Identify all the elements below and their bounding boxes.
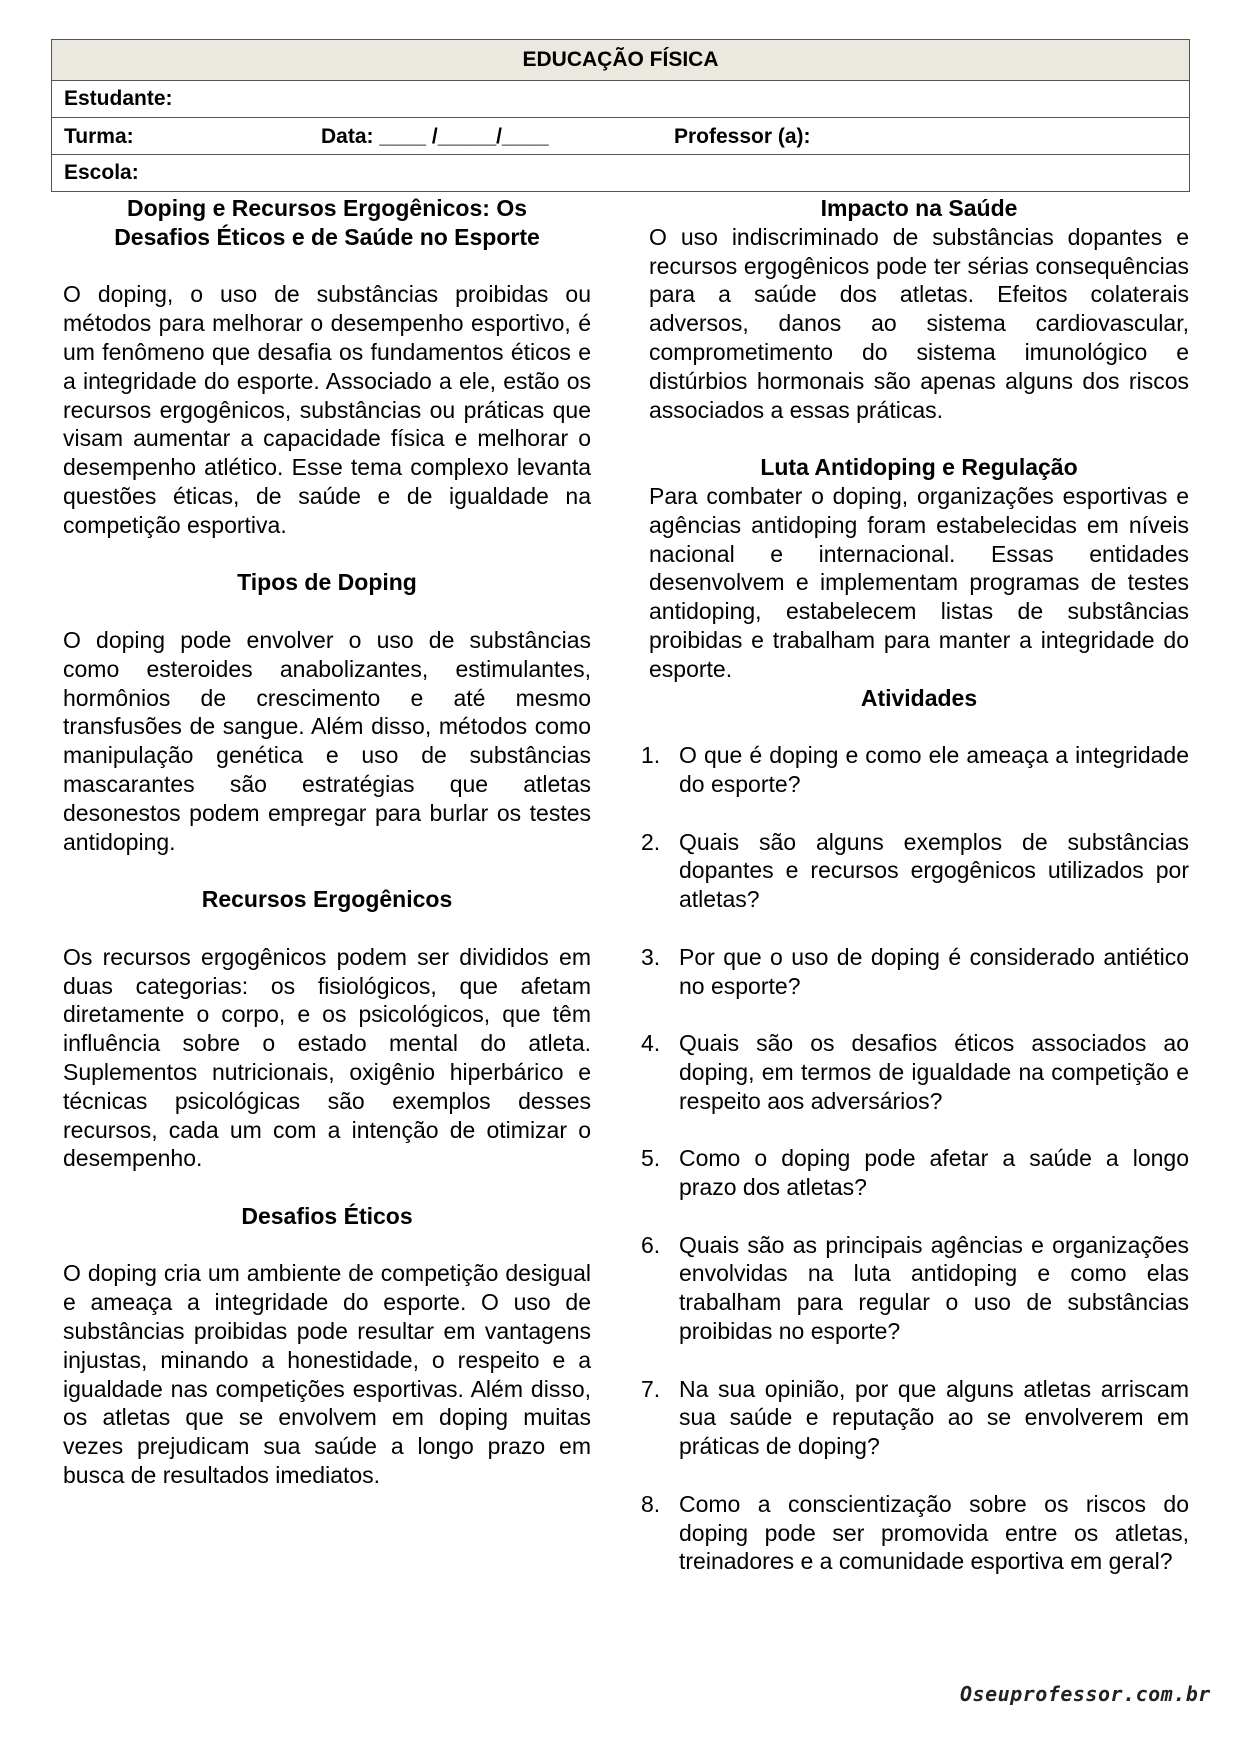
question-item — [641, 943, 1189, 1001]
question-number: 3. — [641, 943, 661, 970]
ethics-paragraph: O doping cria um ambiente de competição desigual e ameaça a integridade do esporte. O uso de substâncias proibidas pode resultar em vantagens injustas, minando a honestidade, o respeito e a igualdade nas competições esportivas. Além disso, os atletas que se envolvem em doping muitas vezes prejudicam sua saúde a longo prazo em busca de resultados imediatos. — [63, 1260, 591, 1489]
types-heading: Tipos de Doping — [237, 569, 417, 596]
subject-title: EDUCAÇÃO FÍSICA — [52, 40, 1189, 80]
question-item — [641, 1490, 1189, 1576]
question-text: Como a conscientização sobre os riscos do doping pode ser promovida entre os atletas, treinadores e a comunidade esportiva em geral? — [679, 1490, 1189, 1575]
question-item — [641, 1375, 1189, 1461]
teacher-field: Professor (a): — [674, 125, 811, 148]
question-text: Como o doping pode afetar a saúde a longo prazo dos atletas? — [679, 1145, 1189, 1201]
main-title-line1: Doping e Recursos Ergogênicos: Os — [126, 195, 528, 221]
ergo-paragraph: Os recursos ergogênicos podem ser divididos em duas categorias: os fisiológicos, que afetam diretamente o corpo, e os psicológicos, que têm influência sobre o estado mental do atleta. Suplementos nutricionais, oxigênio hiperbárico e técnicas psicológicas são exemplos desses recursos, cada um com a intenção de otimizar o desempenho. — [63, 943, 591, 1172]
question-number: 8. — [641, 1490, 661, 1517]
student-field: Estudante: — [52, 80, 1189, 117]
intro-paragraph: O doping, o uso de substâncias proibidas ou métodos para melhorar o desempenho esportivo, é um fenômeno que desafia os fundamentos éticos e a integridade do esporte. Associado a ele, estão os recursos ergogênicos, substâncias ou práticas que visam aumentar a capacidade física e melhorar o desempenho atlético. Esse tema complexo levanta questões éticas, de saúde e de igualdade na competição esportiva. — [63, 281, 591, 538]
question-number: 1. — [641, 742, 661, 769]
question-number: 4. — [641, 1030, 661, 1057]
ergo-heading: Recursos Ergogênicos — [201, 886, 453, 913]
question-item — [641, 1231, 1189, 1346]
health-paragraph: O uso indiscriminado de substâncias dopantes e recursos ergogênicos pode ter sérias consequências para a saúde dos atletas. Efeitos colaterais adversos, danos ao sistema cardiovascular, comprometimento do sistema imunológico e distúrbios hormonais são apenas alguns dos riscos associados a essas práticas. — [649, 223, 1189, 423]
fight-heading: Luta Antidoping e Regulação — [760, 454, 1078, 481]
question-number: 2. — [641, 828, 661, 855]
site-watermark: Oseuprofessor.com.br — [960, 1682, 1211, 1706]
ethics-heading: Desafios Éticos — [241, 1202, 413, 1229]
question-item — [641, 741, 1189, 799]
question-text: O que é doping e como ele ameaça a integridade do esporte? — [679, 742, 1189, 797]
main-title-line2: Desafios Éticos e de Saúde no Esporte — [114, 223, 540, 250]
health-heading: Impacto na Saúde — [820, 195, 1018, 221]
date-field: Data: ____ /_____/____ — [321, 125, 549, 148]
types-paragraph: O doping pode envolver o uso de substâncias como esteroides anabolizantes, estimulantes, hormônios de crescimento e até mesmo transfusões de sangue. Além disso, métodos como manipulação genética e uso de substâncias mascarantes são estratégias que atletas desonestos podem empregar para burlar os testes antidoping. — [63, 626, 591, 855]
question-text: Na sua opinião, por que alguns atletas arriscam sua saúde e reputação ao se envolverem em práticas de doping? — [679, 1375, 1189, 1460]
question-number: 7. — [641, 1375, 661, 1402]
class-field: Turma: — [64, 125, 134, 148]
question-text: Quais são os desafios éticos associados ao doping, em termos de igualdade na competição e respeito aos adversários? — [679, 1030, 1189, 1114]
left-column — [63, 194, 591, 1490]
questions-list — [641, 741, 1189, 1576]
right-column — [641, 194, 1189, 1576]
question-number: 6. — [641, 1231, 661, 1258]
main-title — [63, 194, 591, 252]
school-field: Escola: — [52, 154, 1189, 191]
question-text: Quais são as principais agências e organizações envolvidas na luta antidoping e como elas trabalham para regular o uso de substâncias proibidas no esporte? — [679, 1231, 1189, 1345]
question-item — [641, 1029, 1189, 1115]
activities-heading: Atividades — [860, 684, 978, 711]
question-item — [641, 828, 1189, 914]
question-text: Por que o uso de doping é considerado antiético no esporte? — [679, 943, 1189, 999]
class-date-teacher-row — [52, 117, 1189, 154]
header-table — [51, 39, 1190, 192]
question-item — [641, 1144, 1189, 1202]
fight-paragraph: Para combater o doping, organizações esportivas e agências antidoping foram estabelecidas em níveis nacional e internacional. Essas entidades desenvolvem e implementam programas de testes antidoping, estabelecem listas de substâncias proibidas e trabalham para manter a integridade do esporte. — [649, 482, 1189, 682]
question-number: 5. — [641, 1145, 661, 1172]
question-text: Quais são alguns exemplos de substâncias dopantes e recursos ergogênicos utilizados por atletas? — [679, 828, 1189, 913]
